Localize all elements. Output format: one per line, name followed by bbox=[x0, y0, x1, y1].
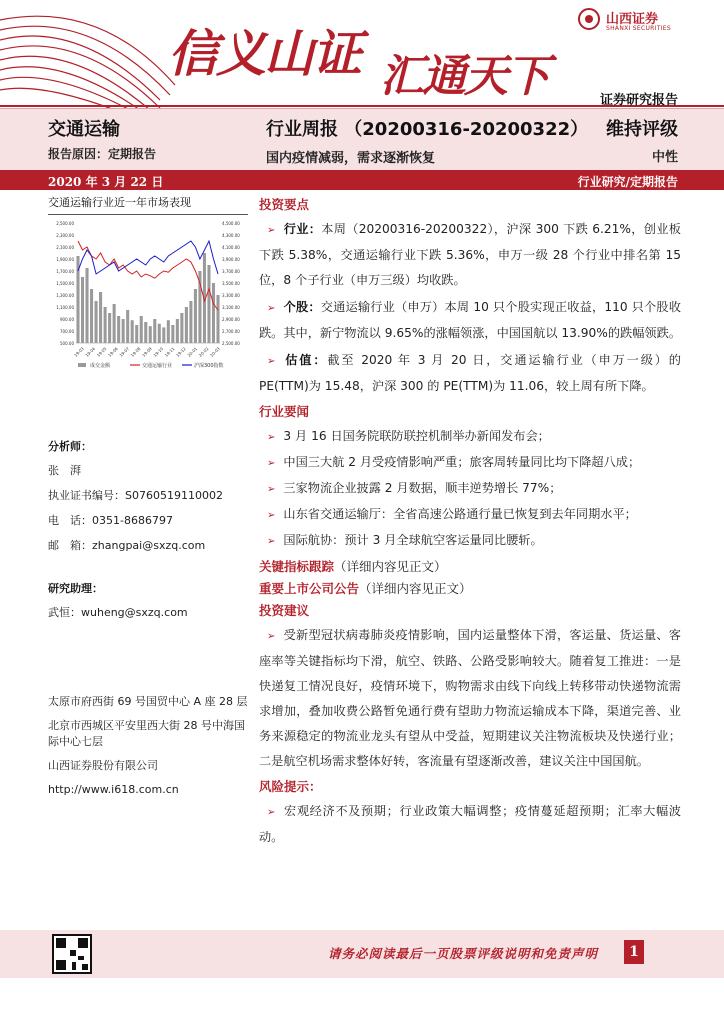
report-date: 2020 年 3 月 22 日 bbox=[48, 175, 164, 189]
x-tick-label: 19-12 bbox=[175, 346, 187, 358]
rating-label: 维持评级 bbox=[606, 119, 678, 140]
address-beijing: 北京市西城区平安里西大街 28 号中海国际中心七层 bbox=[48, 719, 245, 748]
volume-bar bbox=[122, 319, 125, 343]
legend-label: 成交金额 bbox=[90, 363, 111, 369]
section-advice: 投资建议 bbox=[259, 603, 310, 618]
assistant-block bbox=[48, 580, 248, 630]
assistant-contact[interactable]: 武恒：wuheng@sxzq.com bbox=[48, 606, 188, 619]
right-tick-label: 3,700.00 bbox=[222, 269, 240, 274]
news-item-text: 3 月 16 日国务院联防联控机制举办新闻发布会； bbox=[283, 429, 550, 443]
arrow-bullet-icon: ➢ bbox=[267, 631, 276, 642]
page-number: 1 bbox=[624, 940, 644, 964]
volume-bar bbox=[194, 289, 197, 343]
x-tick-label: 19-11 bbox=[163, 346, 176, 358]
right-tick-label: 4,500.00 bbox=[222, 221, 240, 226]
analyst-phone: 电 话：0351-8686797 bbox=[48, 514, 173, 527]
qr-code-icon bbox=[52, 934, 92, 974]
news-item bbox=[259, 476, 681, 502]
x-tick-label: 19-03 bbox=[73, 346, 85, 358]
x-tick-label: 19-07 bbox=[118, 346, 131, 358]
invest-point-text: 本周（20200316-20200322），沪深 300 下跌 6.21%，创业板下跌 5.38%，交通运输行业下跌 5.36%，申万一级 28 个行业中排名第 15 位，8 个子行业（申万三级）均收跌。 bbox=[259, 222, 681, 287]
report-title: 行业周报 （20200316-20200322） bbox=[266, 119, 589, 140]
volume-bar bbox=[158, 324, 161, 343]
analyst-label: 分析师： bbox=[48, 440, 92, 453]
left-tick-label: 1,100.00 bbox=[56, 305, 74, 310]
arrow-bullet-icon: ➢ bbox=[267, 303, 276, 314]
risk-paragraph bbox=[259, 799, 681, 850]
volume-bar bbox=[140, 316, 143, 343]
news-item bbox=[259, 450, 681, 476]
volume-bar bbox=[180, 313, 183, 343]
volume-bar bbox=[81, 277, 84, 343]
volume-bar bbox=[117, 316, 120, 343]
address-block bbox=[48, 694, 248, 806]
arrow-bullet-icon: ➢ bbox=[267, 458, 276, 469]
left-tick-label: 1,700.00 bbox=[56, 269, 74, 274]
x-tick-label: 19-10 bbox=[152, 346, 165, 358]
right-tick-label: 4,100.00 bbox=[222, 245, 240, 250]
volume-bar bbox=[162, 327, 165, 343]
disclaimer-text: 请务必阅读最后一页股票评级说明和免责声明 bbox=[327, 946, 598, 961]
volume-bar bbox=[212, 283, 215, 343]
arrow-bullet-icon: ➢ bbox=[267, 356, 276, 367]
section-risk: 风险提示： bbox=[259, 779, 322, 794]
title-band bbox=[0, 108, 724, 170]
x-tick-label: 19-06 bbox=[107, 346, 119, 358]
date-band bbox=[0, 170, 724, 190]
x-tick-label: 19-05 bbox=[95, 346, 108, 358]
company-notice-note: （详细内容见正文） bbox=[359, 581, 472, 596]
invest-point bbox=[259, 295, 681, 346]
advice-paragraph bbox=[259, 623, 681, 774]
assistant-label: 研究助理： bbox=[48, 582, 103, 595]
right-tick-label: 3,900.00 bbox=[222, 257, 240, 262]
legend-label: 沪深300指数 bbox=[194, 363, 224, 369]
arrow-bullet-icon: ➢ bbox=[267, 510, 276, 521]
company-name: 山西证券股份有限公司 bbox=[48, 759, 158, 772]
left-tick-label: 700.00 bbox=[60, 329, 74, 334]
industry-news-list bbox=[259, 424, 681, 554]
slogan-left: 信义山证 bbox=[168, 24, 360, 83]
volume-bar bbox=[126, 310, 129, 343]
right-tick-label: 2,900.00 bbox=[222, 317, 240, 322]
legend-swatch bbox=[78, 363, 86, 367]
analyst-email[interactable]: 邮 箱：zhangpai@sxzq.com bbox=[48, 539, 206, 552]
arrow-bullet-icon: ➢ bbox=[267, 484, 276, 495]
left-tick-label: 500.00 bbox=[60, 341, 74, 346]
advice-text: 受新型冠状病毒肺炎疫情影响，国内运量整体下滑，客运量、货运量、客座率等关键指标均下滑，航空、铁路、公路受影响较大。随着复工推进：一是快递复工情况良好，疫情环境下，购物需求由线下向线上转移带动快递物流需求增加，叠加收费公路暂免通行费有望助力物流运输成本下降，渠道完善、业务来源稳定的物流业龙头有望从中受益，短期建议关注物流板块及快递行业；二是航空机场需求整体好转，客流量有望逐渐改善，建议关注中国国航。 bbox=[259, 628, 681, 768]
market-chart-svg bbox=[48, 215, 248, 375]
x-tick-label: 20-01 bbox=[186, 346, 199, 358]
left-tick-label: 1,300.00 bbox=[56, 293, 74, 298]
invest-point-label: 行业： bbox=[283, 222, 322, 236]
section-industry-news: 行业要闻 bbox=[259, 404, 310, 419]
risk-text: 宏观经济不及预期；行业政策大幅调整；疫情蔓延超预期；汇率大幅波动。 bbox=[259, 804, 681, 844]
volume-bar bbox=[153, 319, 156, 343]
slogan-right: 汇通天下 bbox=[380, 51, 548, 102]
volume-bar bbox=[131, 320, 134, 343]
x-tick-label: 19-04 bbox=[84, 346, 97, 358]
analyst-cert: 执业证书编号：S0760519110002 bbox=[48, 489, 223, 502]
address-taiyuan: 太原市府西街 69 号国贸中心 A 座 28 层 bbox=[48, 695, 248, 708]
invest-point-label: 个股： bbox=[283, 300, 321, 314]
news-item bbox=[259, 424, 681, 450]
section-invest-points: 投资要点 bbox=[259, 197, 310, 212]
market-chart bbox=[48, 214, 248, 374]
left-tick-label: 2,100.00 bbox=[56, 245, 74, 250]
legend-label: 交通运输行业 bbox=[142, 363, 173, 369]
right-tick-label: 4,300.00 bbox=[222, 233, 240, 238]
volume-bar bbox=[86, 268, 89, 343]
company-website[interactable]: http://www.i618.com.cn bbox=[48, 783, 179, 796]
volume-bar bbox=[185, 307, 188, 343]
x-tick-label: 19-09 bbox=[141, 346, 153, 358]
volume-bar bbox=[176, 319, 179, 343]
volume-bar bbox=[95, 301, 98, 343]
invest-points-list bbox=[259, 217, 681, 399]
rating-value: 中性 bbox=[651, 150, 678, 165]
arrow-bullet-icon: ➢ bbox=[267, 225, 276, 236]
right-column bbox=[259, 192, 681, 852]
sector-name: 交通运输 bbox=[48, 119, 120, 140]
x-tick-label: 20-03 bbox=[209, 346, 221, 358]
report-category: 行业研究/定期报告 bbox=[577, 175, 678, 189]
right-tick-label: 2,700.00 bbox=[222, 329, 240, 334]
right-tick-label: 2,500.00 bbox=[222, 341, 240, 346]
x-tick-label: 20-02 bbox=[197, 346, 210, 358]
volume-bar bbox=[216, 295, 219, 343]
right-tick-label: 3,500.00 bbox=[222, 281, 240, 286]
report-kind: 证券研究报告 bbox=[599, 93, 678, 108]
news-item-text: 中国三大航 2 月受疫情影响严重；旅客周转量同比均下降超八成； bbox=[283, 455, 641, 469]
news-item-text: 国际航协：预计 3 月全球航空客运量同比腰斩。 bbox=[283, 533, 543, 547]
logo-name-en: SHANXI SECURITIES bbox=[606, 25, 671, 32]
news-item bbox=[259, 502, 681, 528]
invest-point bbox=[259, 217, 681, 293]
x-tick-label: 19-08 bbox=[129, 346, 142, 358]
invest-point-text: 交通运输行业（申万）本周 10 只个股实现正收益，110 只个股收跌。其中，新宁物流以 9.65%的涨幅领涨，中国国航以 13.90%的跌幅领跌。 bbox=[259, 300, 681, 340]
volume-bar bbox=[149, 326, 152, 343]
volume-bar bbox=[144, 322, 147, 343]
left-column bbox=[48, 194, 248, 374]
analyst-block bbox=[48, 438, 248, 563]
invest-point-text: 截至 2020 年 3 月 20 日，交通运输行业（申万一级）的 PE(TTM)为 15.48，沪深 300 的 PE(TTM)为 11.06，较上周有所下降。 bbox=[259, 353, 681, 393]
volume-bar bbox=[135, 325, 138, 343]
volume-bar bbox=[99, 292, 102, 343]
report-headline: 国内疫情减弱，需求逐渐恢复 bbox=[266, 151, 436, 166]
arrow-bullet-icon: ➢ bbox=[267, 536, 276, 547]
arrow-bullet-icon: ➢ bbox=[267, 432, 276, 443]
volume-bar bbox=[167, 320, 170, 343]
volume-bar bbox=[189, 301, 192, 343]
left-tick-label: 2,300.00 bbox=[56, 233, 74, 238]
left-tick-label: 900.00 bbox=[60, 317, 74, 322]
company-logo bbox=[578, 6, 688, 38]
report-reason: 报告原因：定期报告 bbox=[48, 147, 157, 161]
volume-bar bbox=[171, 325, 174, 343]
right-tick-label: 3,100.00 bbox=[222, 305, 240, 310]
left-tick-label: 1,900.00 bbox=[56, 257, 74, 262]
key-indicators-note: （详细内容见正文） bbox=[334, 559, 447, 574]
logo-name-cn: 山西证券 bbox=[606, 12, 659, 27]
volume-bar bbox=[207, 265, 210, 343]
volume-bar bbox=[113, 304, 116, 343]
volume-bar bbox=[108, 313, 111, 343]
news-item bbox=[259, 528, 681, 554]
right-tick-label: 3,300.00 bbox=[222, 293, 240, 298]
chart-title: 交通运输行业近一年市场表现 bbox=[48, 196, 191, 209]
arrow-bullet-icon: ➢ bbox=[267, 807, 276, 818]
left-tick-label: 1,500.00 bbox=[56, 281, 74, 286]
volume-bar bbox=[90, 289, 93, 343]
analyst-name: 张 湃 bbox=[48, 464, 81, 477]
left-tick-label: 2,500.00 bbox=[56, 221, 74, 226]
header-banner bbox=[0, 0, 724, 110]
invest-point-label: 估值： bbox=[283, 353, 328, 367]
page-footer bbox=[0, 930, 724, 978]
volume-bar bbox=[104, 307, 107, 343]
news-item-text: 山东省交通运输厅：全省高速公路通行量已恢复到去年同期水平； bbox=[283, 507, 637, 521]
section-company-notice bbox=[259, 579, 681, 597]
invest-point bbox=[259, 348, 681, 399]
csi300-index-line bbox=[78, 241, 218, 274]
key-indicators-title: 关键指标跟踪 bbox=[259, 559, 335, 574]
news-item-text: 三家物流企业披露 2 月数据，顺丰逆势增长 77%； bbox=[283, 481, 562, 495]
company-notice-title: 重要上市公司公告 bbox=[259, 581, 360, 596]
section-key-indicators bbox=[259, 557, 681, 575]
logo-mark-icon bbox=[578, 8, 600, 30]
